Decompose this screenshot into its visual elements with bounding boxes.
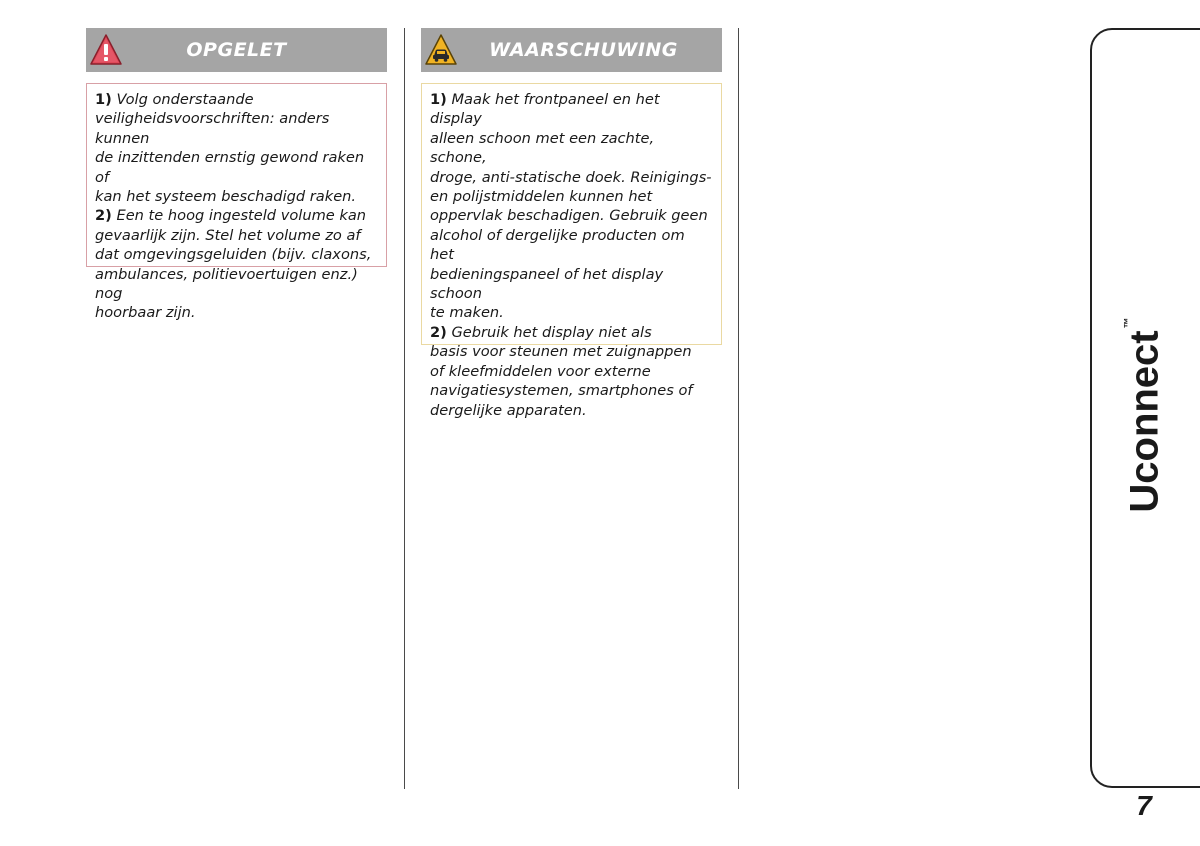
note-line: veiligheidsvoorschriften: anders kunnen (95, 110, 330, 147)
chapter-name: Uconnect (1122, 330, 1167, 513)
note-line: en polijstmiddelen kunnen het (430, 188, 653, 206)
trademark-mark: ™ (1122, 317, 1135, 329)
warning-header (421, 28, 722, 72)
note-line: kan het systeem beschadigd raken. (95, 188, 357, 206)
column-divider (738, 28, 739, 789)
chapter-tab-label (1123, 317, 1168, 512)
note-line: oppervlak beschadigen. Gebruik geen (430, 207, 708, 225)
warning-title: WAARSCHUWING (489, 39, 678, 61)
note-line: hoorbaar zijn. (95, 304, 196, 322)
note-line: Volg onderstaande (116, 91, 254, 108)
note-line: basis voor steunen met zuignappen (430, 343, 692, 361)
note-line: Een te hoog ingesteld volume kan (116, 207, 367, 225)
caution-title: OPGELET (186, 39, 287, 61)
note-line: gevaarlijk zijn. Stel het volume zo af (95, 226, 361, 244)
note-number: 1) (430, 91, 447, 108)
page-number: 7 (1136, 790, 1152, 821)
note-number: 2) (430, 323, 447, 341)
note-line: alcohol of dergelijke producten om het (430, 226, 685, 264)
note-line: bedieningspaneel of het display schoon (430, 265, 664, 303)
note-line: of kleefmiddelen voor externe (430, 362, 651, 380)
note-line: Maak het frontpaneel en het display (430, 91, 660, 128)
note-line: te maken. (430, 304, 504, 322)
note-line: alleen schoon met een zachte, schone, (430, 129, 655, 167)
note-line: droge, anti-statische doek. Reinigings- (430, 168, 712, 186)
note-number: 2) (95, 207, 112, 225)
caution-note-box (86, 83, 387, 322)
note-number: 1) (95, 91, 112, 108)
caution-header (86, 28, 387, 72)
note-line: navigatiesystemen, smartphones of (430, 382, 693, 400)
note-line: Gebruik het display niet als (451, 323, 652, 341)
note-line: dergelijke apparaten. (430, 401, 587, 419)
note-line: dat omgevingsgeluiden (bijv. claxons, (95, 246, 372, 264)
column-divider (404, 28, 405, 789)
note-line: ambulances, politievoertuigen enz.) nog (95, 265, 358, 303)
note-line: de inzittenden ernstig gewond raken of (95, 149, 365, 186)
warning-note-box (421, 83, 722, 419)
